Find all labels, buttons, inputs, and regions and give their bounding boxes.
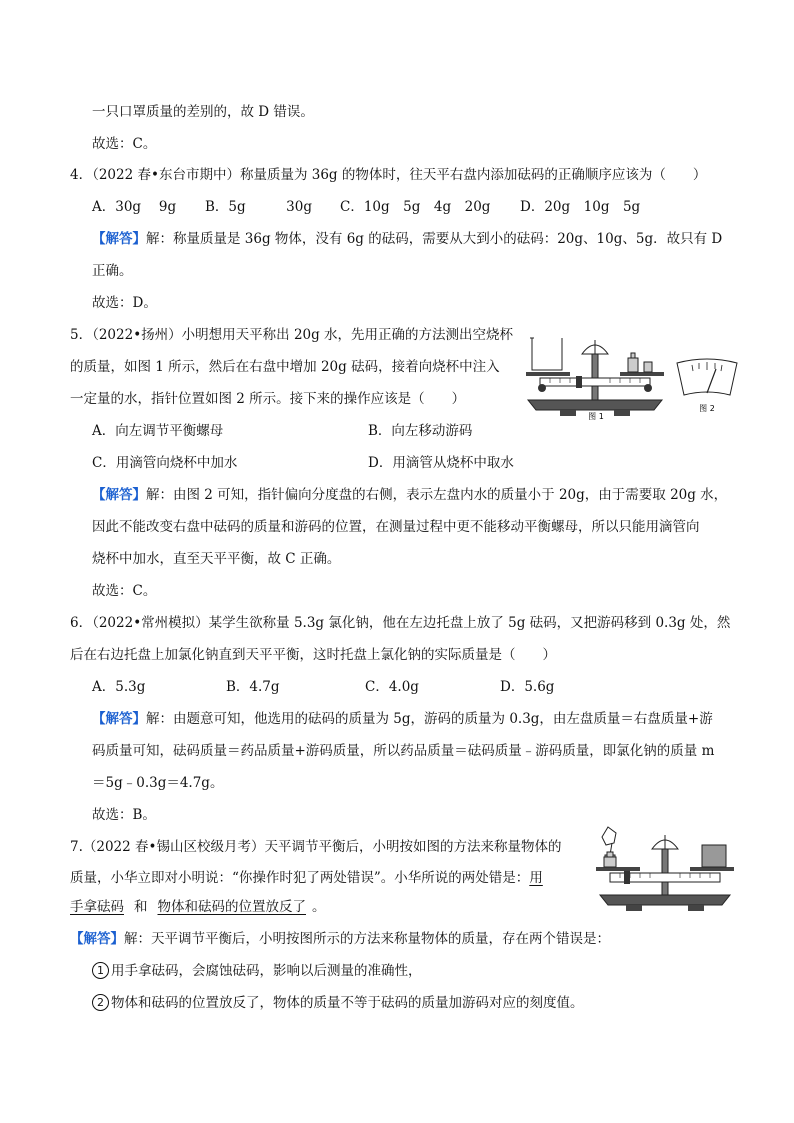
q4-answer-line1: 【解答】解：称量质量是 36g 物体，没有 6g 的砝码，需要从大到小的砝码：20g、10g、5g．故只有 D <box>92 231 723 247</box>
q7-stem-line1: 7.（2022 春•锡山区校级月考）天平调节平衡后，小明按如图的方法来称量物体的 <box>70 839 562 855</box>
q4-answer-tag: 【解答】 <box>92 231 146 247</box>
q6-answer-line1: 【解答】解：由题意可知，他选用的砝码的质量为 5g，游码的质量为 0.3g，由左盘质量＝右盘质量+游 <box>92 711 713 727</box>
q5-answer-tag: 【解答】 <box>92 487 146 503</box>
q5-answer-line1: 【解答】解：由图 2 可知，指针偏向分度盘的右侧，表示左盘内水的质量小于 20g，由于需要取 20g 水， <box>92 487 728 503</box>
q7-point1: 1 用手拿砝码，会腐蚀砝码，影响以后测量的准确性， <box>92 961 422 981</box>
q4-option-d: D．20g 10g 5g <box>520 199 641 215</box>
q7-stem-line2: 质量，小华立即对小明说：“你操作时犯了两处错误”。小华所说的两处错是：用 <box>70 870 543 886</box>
q4-stem: 4．（2022 春•东台市期中）称量质量为 36g 的物体时，往天平右盘内添加砝码的正确顺序应该为（ ） <box>70 167 707 183</box>
q5-figure2-label: 图 2 <box>699 404 715 413</box>
q5-figure1-balance-image <box>520 328 670 420</box>
q5-answer-line2: 因此不能改变右盘中砝码的质量和游码的位置，在测量过程中更不能移动平衡螺母，所以只能用滴管向 <box>92 519 700 535</box>
q7-answer-line1: 【解答】解：天平调节平衡后，小明按图所示的方法来称量物体的质量，存在两个错误是： <box>70 931 610 947</box>
q6-stem-line1: 6．（2022•常州模拟）某学生欲称量 5.3g 氯化钠，他在左边托盘上放了 5g 砝码，又把游码移到 0.3g 处，然 <box>70 615 731 631</box>
q5-stem-line3: 一定量的水，指针位置如图 2 所示。接下来的操作应该是（ ） <box>70 391 466 407</box>
q5-figure2-scale-image <box>672 355 742 417</box>
q5-stem-line1: 5．（2022•扬州）小明想用天平称出 20g 水，先用正确的方法测出空烧杯 <box>70 327 514 343</box>
q4-option-c: C．10g 5g 4g 20g <box>340 199 491 215</box>
q6-answer-line3: ＝5g﹣0.3g＝4.7g。 <box>92 775 224 791</box>
q6-answer-line2: 码质量可知，砝码质量＝药品质量+游码质量，所以药品质量＝砝码质量﹣游码质量，即氯化钠的质量 m <box>92 743 715 759</box>
q7-stem-line3: 手拿砝码 和 物体和砝码的位置放反了 。 <box>70 899 326 915</box>
q6-option-b: B．4.7g <box>226 679 280 695</box>
q6-answer-tag: 【解答】 <box>92 711 146 727</box>
q6-option-a: A．5.3g <box>92 679 146 695</box>
q6-option-c: C．4.0g <box>365 679 419 695</box>
q5-result: 故选：C。 <box>92 583 157 599</box>
q6-result: 故选：B。 <box>92 807 156 823</box>
q4-result: 故选：D。 <box>92 295 157 311</box>
q4-option-a: A．30g 9g <box>92 199 177 215</box>
q3-tail-text: 一只口罩质量的差别的，故 D 错误。 <box>92 104 314 120</box>
q6-stem-line2: 后在右边托盘上加氯化钠直到天平平衡，这时托盘上氯化钠的实际质量是（ ） <box>70 647 556 663</box>
q4-answer-line2: 正确。 <box>92 263 133 279</box>
q5-option-c: C．用滴管向烧杯中加水 <box>92 455 238 471</box>
q6-option-d: D．5.6g <box>500 679 555 695</box>
q5-stem-line2: 的质量，如图 1 所示，然后在右盘中增加 20g 砝码，接着向烧杯中注入 <box>70 359 500 375</box>
q5-option-a: A．向左调节平衡螺母 <box>92 423 224 439</box>
q5-option-d: D．用滴管从烧杯中取水 <box>368 455 514 471</box>
q7-figure-balance-image <box>590 825 740 915</box>
q5-option-b: B．向左移动游码 <box>368 423 473 439</box>
q7-point2-number: 2 <box>92 994 109 1011</box>
q7-point2: 2 物体和砝码的位置放反了，物体的质量不等于砝码的质量加游码对应的刻度值。 <box>92 993 584 1013</box>
q7-point1-number: 1 <box>92 962 109 979</box>
q7-answer-tag: 【解答】 <box>70 931 124 947</box>
q7-blank2: 物体和砝码的位置放反了 <box>157 899 306 915</box>
q3-result: 故选：C。 <box>92 136 157 152</box>
q7-blank1-part1: 用 <box>529 870 543 886</box>
q4-option-b: B．5g 30g <box>205 199 312 215</box>
q7-blank1-part2: 手拿砝码 <box>70 899 124 915</box>
q5-answer-line3: 烧杯中加水，直至天平平衡，故 C 正确。 <box>92 551 341 567</box>
q5-figure1-label: 图 1 <box>588 412 604 420</box>
